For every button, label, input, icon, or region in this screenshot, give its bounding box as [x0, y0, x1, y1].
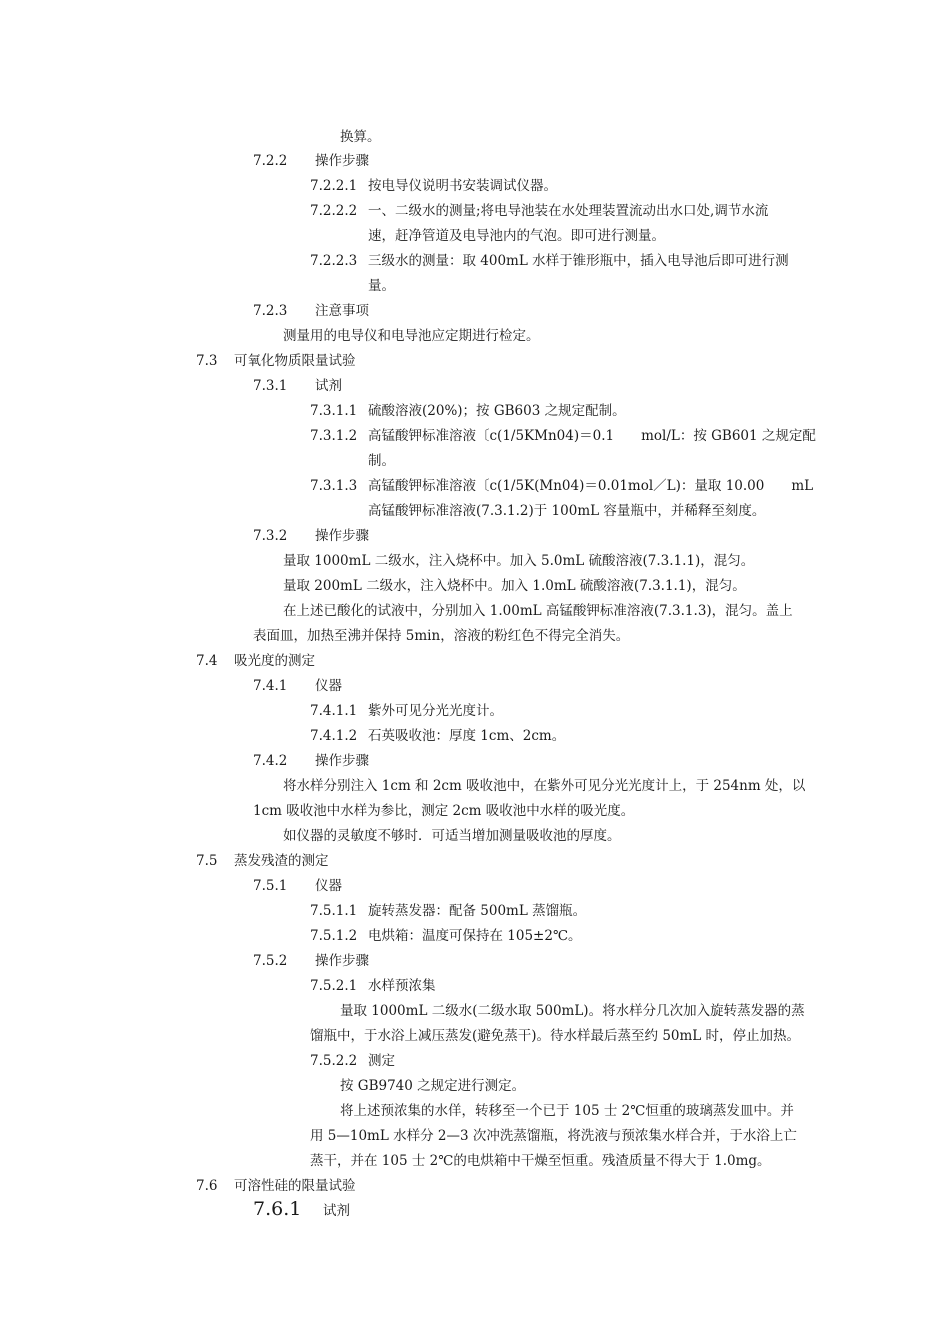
clause-text: 三级水的测量：取 400mL 水样于锥形瓶中，插入电导池后即可进行测	[368, 253, 789, 269]
clause-text: 硫酸溶液(20%)；按 GB603 之规定配制。	[368, 403, 626, 419]
section-title: 仪器	[315, 678, 342, 694]
clause-7-4-1-2	[310, 726, 565, 746]
clause-7-2-2-3	[310, 251, 789, 271]
text-line: 用 5—10mL 水样分 2—3 次冲洗蒸馏瓶，将洗液与预浓集水样合并，于水浴上亡	[310, 1128, 797, 1144]
text-line: 表面皿，加热至沸并保持 5min，溶液的粉红色不得完全消失。	[253, 628, 630, 644]
clause-number: 7.2.2.3	[310, 253, 358, 269]
text-line: 在上述已酸化的试液中，分别加入 1.00mL 高锰酸钾标准溶液(7.3.1.3)，混匀。盖上	[283, 603, 793, 619]
heading-7-6-1	[253, 1196, 350, 1224]
clause-number: 7.2.2.2	[310, 203, 358, 219]
text-line: 按 GB9740 之规定进行测定。	[340, 1078, 526, 1094]
section-title: 吸光度的测定	[234, 653, 315, 669]
text-line: 测量用的电导仪和电导池应定期进行检定。	[283, 328, 540, 344]
heading-7-3-1	[253, 376, 342, 396]
clause-7-3-1-1	[310, 401, 626, 421]
text-line: 量取 1000mL 二级水(二级水取 500mL)。将水样分几次加入旋转蒸发器的蒸	[340, 1003, 805, 1019]
text-line: 蒸干，并在 105 士 2℃的电烘箱中干燥至恒重。残渣质量不得大于 1.0mg。	[310, 1153, 771, 1169]
clause-7-2-2-1	[310, 176, 557, 196]
text-line: 高锰酸钾标准溶液(7.3.1.2)于 100mL 容量瓶中，并稀释至刻度。	[368, 503, 766, 519]
clause-number: 7.4.1.1	[310, 703, 358, 719]
clause-7-5-1-1	[310, 901, 586, 921]
clause-text: 石英吸收池：厚度 1cm、2cm。	[368, 728, 566, 744]
section-number: 7.3	[196, 353, 218, 369]
clause-text: 电烘箱：温度可保持在 105±2℃。	[368, 928, 582, 944]
section-title: 试剂	[315, 378, 342, 394]
heading-7-2-3	[253, 301, 369, 321]
clause-7-3-1-3	[310, 476, 813, 496]
text-line: 将上述预浓集的水佯，转移至一个已于 105 士 2℃恒重的玻璃蒸发皿中。并	[340, 1103, 794, 1119]
section-number: 7.4.1	[253, 678, 288, 694]
text-line: 制。	[368, 453, 395, 469]
section-title: 操作步骤	[315, 528, 369, 544]
clause-number: 7.3.1.2	[310, 428, 358, 444]
section-title: 可溶性硅的限量试验	[234, 1178, 356, 1194]
heading-7-4-1	[253, 676, 342, 696]
clause-text: 按电导仪说明书安装调试仪器。	[368, 178, 557, 194]
clause-number: 7.5.2.2	[310, 1053, 358, 1069]
clause-number: 7.3.1.1	[310, 403, 358, 419]
text-line: 馏瓶中，于水浴上减压蒸发(避免蒸干)。待水样最后蒸至约 50mL 时，停止加热。	[310, 1028, 801, 1044]
section-number: 7.4	[196, 653, 218, 669]
text-line: 量取 200mL 二级水，注入烧杯中。加入 1.0mL 硫酸溶液(7.3.1.1)，混匀。	[283, 578, 746, 594]
section-number: 7.3.2	[253, 528, 288, 544]
clause-7-2-2-2	[310, 201, 768, 221]
clause-text: 旋转蒸发器：配备 500mL 蒸馏瓶。	[368, 903, 587, 919]
clause-number: 7.5.1.1	[310, 903, 358, 919]
clause-text: 水样预浓集	[368, 978, 436, 994]
text-line: 速，赶净管道及电导池内的气泡。即可进行测量。	[368, 228, 665, 244]
section-number: 7.6	[196, 1178, 218, 1194]
clause-7-5-1-2	[310, 926, 582, 946]
section-number: 7.5	[196, 853, 218, 869]
clause-number: 7.5.1.2	[310, 928, 358, 944]
text-line: 换算。	[340, 129, 381, 145]
section-title: 试剂	[323, 1203, 350, 1219]
heading-7-3-2	[253, 526, 369, 546]
clause-number: 7.5.2.1	[310, 978, 358, 994]
text-line: 量取 1000mL 二级水，注入烧杯中。加入 5.0mL 硫酸溶液(7.3.1.1)，混匀。	[283, 553, 755, 569]
text-line: 将水样分别注入 1cm 和 2cm 吸收池中，在紫外可见分光光度计上，于 254nm 处，以	[283, 778, 806, 794]
clause-7-5-2-1	[310, 976, 436, 996]
section-title: 操作步骤	[315, 153, 369, 169]
section-title: 注意事项	[315, 303, 369, 319]
heading-7-4-2	[253, 751, 369, 771]
section-title: 操作步骤	[315, 753, 369, 769]
heading-7-4	[196, 651, 315, 671]
heading-7-5-1	[253, 876, 342, 896]
heading-7-3	[196, 351, 356, 371]
clause-7-5-2-2	[310, 1051, 395, 1071]
clause-text: 高锰酸钾标准溶液〔c(1/5KMn04)＝0.1 mol/L：按 GB601 之规定配	[368, 428, 816, 444]
section-number: 7.2.3	[253, 303, 288, 319]
clause-text: 高锰酸钾标准溶液〔c(1/5K(Mn04)＝0.01mol／L)：量取 10.00 mL	[368, 478, 814, 494]
text-line: 1cm 吸收池中水样为参比，测定 2cm 吸收池中水样的吸光度。	[253, 803, 635, 819]
section-number: 7.4.2	[253, 753, 288, 769]
section-title: 操作步骤	[315, 953, 369, 969]
heading-7-6	[196, 1176, 356, 1196]
clause-number: 7.3.1.3	[310, 478, 358, 494]
heading-7-2-2	[253, 151, 369, 171]
heading-7-5	[196, 851, 329, 871]
clause-text: 一、二级水的测量;将电导池装在水处理装置流动出水口处,调节水流	[368, 203, 769, 219]
clause-text: 测定	[368, 1053, 395, 1069]
section-number: 7.5.2	[253, 953, 288, 969]
clause-text: 紫外可见分光光度计。	[368, 703, 503, 719]
clause-number: 7.2.2.1	[310, 178, 358, 194]
text-line: 量。	[368, 278, 395, 294]
section-number: 7.5.1	[253, 878, 288, 894]
section-title: 可氧化物质限量试验	[234, 353, 356, 369]
heading-7-5-2	[253, 951, 369, 971]
section-title: 仪器	[315, 878, 342, 894]
section-number: 7.2.2	[253, 153, 288, 169]
section-number: 7.6.1	[253, 1198, 302, 1220]
clause-7-4-1-1	[310, 701, 503, 721]
section-number: 7.3.1	[253, 378, 288, 394]
clause-7-3-1-2	[310, 426, 816, 446]
section-title: 蒸发残渣的测定	[234, 853, 329, 869]
text-line: 如仪器的灵敏度不够时．可适当增加测量吸收池的厚度。	[283, 828, 621, 844]
clause-number: 7.4.1.2	[310, 728, 358, 744]
